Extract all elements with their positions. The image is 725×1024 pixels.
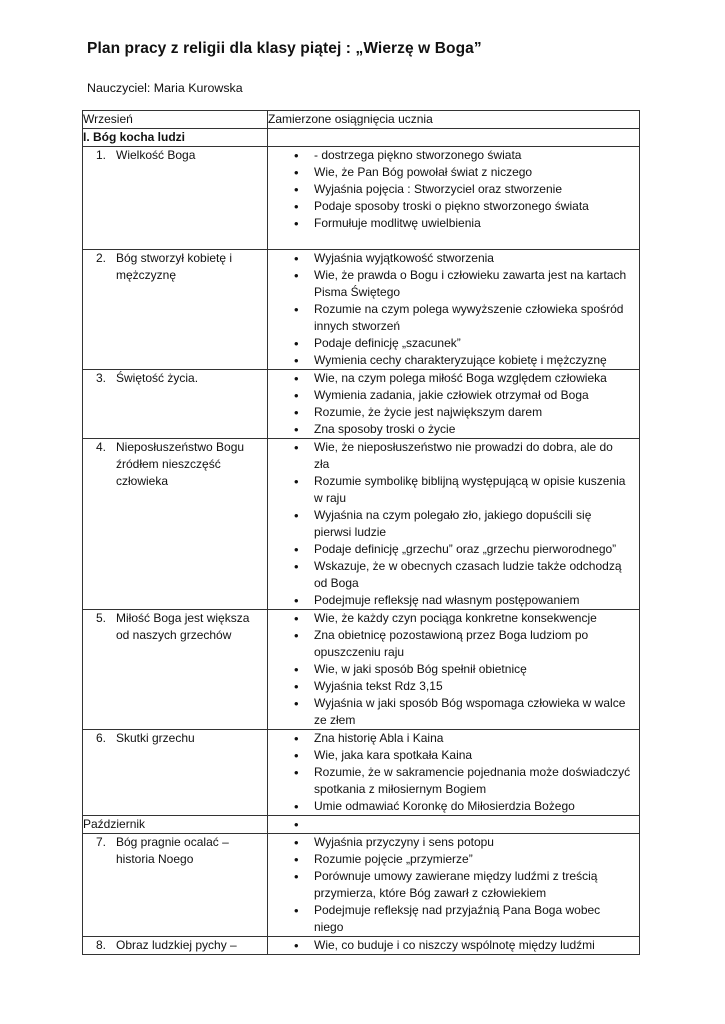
achievement-item: • Zna sposoby troski o życie [268,421,639,438]
table-row [83,250,640,370]
topic [83,250,267,284]
topic [83,834,267,868]
achievement-item: • Rozumie, że życie jest największym darem [268,404,639,421]
section-empty-cell [268,129,640,147]
achievement-item: • Zna obietnicę pozostawioną przez Boga ludziom po opuszczeniu raju [268,627,639,661]
topic-cell [83,147,268,250]
topic-number: 7. [96,835,107,849]
achievement-item: • Wie, że każdy czyn pociąga konkretne konsekwencje [268,610,639,627]
achievement-item: • Formułuje modlitwę uwielbienia [268,215,639,232]
topic-title: Bóg stworzył kobietę i mężczyznę [116,251,233,282]
topic-cell [83,439,268,610]
achievement-item: • Wie, w jaki sposób Bóg spełnił obietnicę [268,661,639,678]
achievement-item: • Wyjaśnia przyczyny i sens potopu [268,834,639,851]
topic [83,370,267,387]
achievements-cell [268,439,640,610]
achievements-cell [268,147,640,250]
achievements-cell [268,250,640,370]
topic [83,147,267,164]
achievement-item: • Wymienia cechy charakteryzujące kobietę i mężczyznę [268,352,639,369]
achievement-item: • Podejmuje refleksję nad przyjaźnią Pana Boga wobec niego [268,902,639,936]
table-row [83,370,640,439]
topic [83,937,267,954]
topic-title: Miłość Boga jest większa od naszych grzechów [116,611,250,642]
month-empty-cell [268,816,640,834]
achievement-item: • Podaje definicję „szacunek” [268,335,639,352]
achievement-item: • Zna historię Abla i Kaina [268,730,639,747]
topic-number: 1. [96,148,107,162]
topic-cell [83,370,268,439]
empty-bullet [268,816,639,832]
achievements-list [268,370,639,438]
achievement-item: • Wskazuje, że w obecnych czasach ludzie także odchodzą od Boga [268,558,639,592]
topic-cell [83,730,268,816]
achievement-item: • Wyjaśnia w jaki sposób Bóg wspomaga człowieka w walce ze złem [268,695,639,729]
section-title: I. Bóg kocha ludzi [83,129,268,147]
table-row [83,439,640,610]
topic-number: 3. [96,371,107,385]
table-row [83,834,640,937]
achievement-item: • Wie, jaka kara spotkała Kaina [268,747,639,764]
topic-title: Bóg pragnie ocalać – historia Noego [116,835,229,866]
achievements-list [268,147,639,249]
topic-cell [83,834,268,937]
topic-title: Nieposłuszeństwo Bogu źródłem nieszczęść człowieka [116,440,245,488]
achievement-item: • Rozumie pojęcie „przymierze” [268,851,639,868]
teacher-name: Nauczyciel: Maria Kurowska [87,81,243,95]
achievements-cell [268,730,640,816]
achievements-cell [268,937,640,955]
achievement-item: • Wie, co buduje i co niszczy wspólnotę między ludźmi [268,937,639,954]
achievement-item: • Wie, że prawda o Bogu i człowieku zawarta jest na kartach Pisma Świętego [268,267,639,301]
achievements-cell [268,610,640,730]
section-row [83,129,640,147]
achievement-item: • Wymienia zadania, jakie człowiek otrzymał od Boga [268,387,639,404]
achievements-list [268,250,639,369]
topic-number: 8. [96,938,107,952]
topic-number: 2. [96,251,107,265]
document-title: Plan pracy z religii dla klasy piątej : „Wierzę w Boga” [87,40,482,57]
achievement-item: • Wyjaśnia wyjątkowość stworzenia [268,250,639,267]
achievement-item: • Umie odmawiać Koronkę do Miłosierdzia Bożego [268,798,639,815]
topic [83,439,267,490]
table-row [83,610,640,730]
header-achievements: Zamierzone osiągnięcia ucznia [268,111,640,129]
topic [83,610,267,644]
topic-cell [83,937,268,955]
achievement-item: • Wyjaśnia pojęcia : Stworzyciel oraz stworzenie [268,181,639,198]
achievement-item: • Wyjaśnia na czym polegało zło, jakiego dopuścili się pierwsi ludzie [268,507,639,541]
table-row [83,147,640,250]
achievements-list [268,937,639,954]
achievements-list [268,834,639,936]
achievement-item: • Podaje sposoby troski o piękno stworzonego świata [268,198,639,215]
achievements-cell [268,370,640,439]
table-row [83,730,640,816]
topic-number: 5. [96,611,107,625]
achievement-item: • Wie, że Pan Bóg powołał świat z niczego [268,164,639,181]
topic-cell [83,610,268,730]
achievement-item: • Wyjaśnia tekst Rdz 3,15 [268,678,639,695]
achievement-item: • - dostrzega piękno stworzonego świata [268,147,639,164]
topic-cell [83,250,268,370]
month-row [83,816,640,834]
topic-title: Skutki grzechu [116,731,195,745]
achievement-item: • Podejmuje refleksję nad własnym postępowaniem [268,592,639,609]
topic-number: 4. [96,440,107,454]
achievement-item: • Wie, na czym polega miłość Boga względem człowieka [268,370,639,387]
topic [83,730,267,747]
header-month: Wrzesień [83,111,268,129]
achievement-item: • Rozumie, że w sakramencie pojednania może doświadczyć spotkania z miłosiernym Bogiem [268,764,639,798]
achievements-list [268,730,639,815]
achievement-item: • Podaje definicję „grzechu” oraz „grzechu pierworodnego” [268,541,639,558]
month-label: Październik [83,816,268,834]
achievements-cell [268,834,640,937]
achievements-list [268,610,639,729]
achievement-item: • Porównuje umowy zawierane między ludźmi z treścią przymierza, które Bóg zawarł z człowiekiem [268,868,639,902]
table-row [83,937,640,955]
topic-title: Wielkość Boga [116,148,196,162]
plan-table [82,110,640,955]
topic-title: Obraz ludzkiej pychy – [116,938,237,952]
table-header-row [83,111,640,129]
achievements-list [268,439,639,609]
achievement-item: • Rozumie na czym polega wywyższenie człowieka spośród innych stworzeń [268,301,639,335]
topic-title: Świętość życia. [116,371,199,385]
achievement-item: • Wie, że nieposłuszeństwo nie prowadzi do dobra, ale do zła [268,439,639,473]
topic-number: 6. [96,731,107,745]
achievement-item: • Rozumie symbolikę biblijną występującą w opisie kuszenia w raju [268,473,639,507]
